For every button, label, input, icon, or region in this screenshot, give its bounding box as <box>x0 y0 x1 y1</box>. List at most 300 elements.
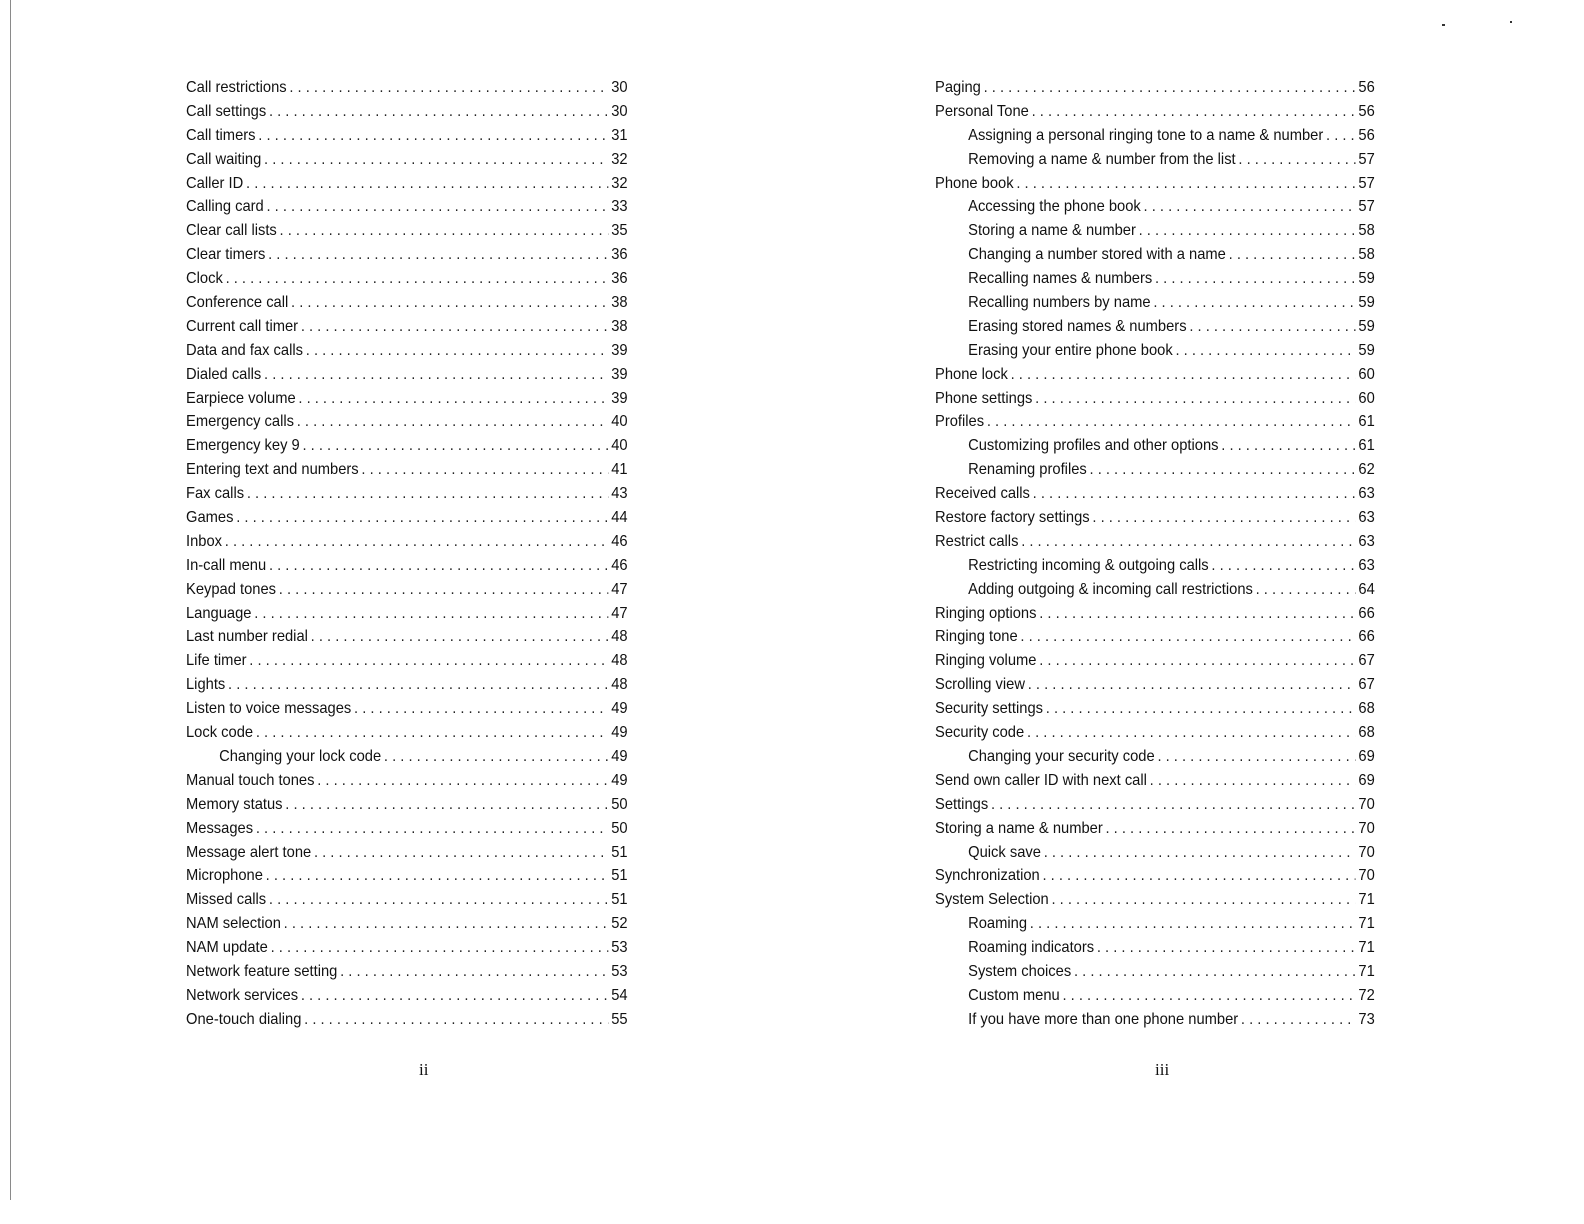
toc-entry-page-number: 58 <box>1358 246 1375 264</box>
toc-entry-page-number: 70 <box>1358 819 1375 837</box>
toc-entry-page-number: 63 <box>1358 532 1375 550</box>
toc-entry-page-number: 56 <box>1358 102 1375 120</box>
toc-entry-page-number: 35 <box>611 222 628 240</box>
toc-entry-title: Roaming <box>968 915 1028 933</box>
toc-entry <box>186 243 628 267</box>
toc-entry <box>935 363 1375 387</box>
toc-entry-page-number: 39 <box>611 341 628 359</box>
toc-entry-title: Call settings <box>186 102 267 120</box>
dot-leader <box>225 530 609 554</box>
toc-entry <box>186 339 628 363</box>
toc-entry <box>186 721 628 745</box>
toc-entry <box>935 387 1375 411</box>
toc-entry-page-number: 50 <box>611 819 628 837</box>
toc-entry-title: Network feature setting <box>186 962 338 980</box>
toc-entry-title: Security code <box>935 724 1025 742</box>
toc-entry-page-number: 31 <box>611 126 628 144</box>
toc-entry <box>186 888 628 912</box>
toc-entry-title: Games <box>186 509 234 527</box>
dot-leader <box>1241 1008 1356 1032</box>
toc-entry-page-number: 50 <box>611 795 628 813</box>
dot-leader <box>1074 960 1356 984</box>
toc-entry-page-number: 48 <box>611 628 628 646</box>
toc-subentry <box>935 960 1375 984</box>
toc-entry <box>186 100 628 124</box>
toc-entry <box>186 76 628 100</box>
toc-entry-title: Changing your lock code <box>219 747 382 765</box>
dot-leader <box>258 124 608 148</box>
toc-entry-title: Caller ID <box>186 174 244 192</box>
toc-entry-page-number: 68 <box>1358 700 1375 718</box>
toc-entry-page-number: 59 <box>1358 341 1375 359</box>
toc-entry-title: Clear timers <box>186 246 266 264</box>
dot-leader <box>298 387 608 411</box>
dot-leader <box>301 315 609 339</box>
toc-entry-page-number: 41 <box>611 461 628 479</box>
toc-entry-page-number: 71 <box>1358 915 1375 933</box>
toc-entry <box>935 506 1375 530</box>
toc-subentry <box>186 745 628 769</box>
toc-entry-title: Renaming profiles <box>968 461 1087 479</box>
toc-entry-title: NAM selection <box>186 915 281 933</box>
toc-entry-page-number: 49 <box>611 724 628 742</box>
toc-entry-title: Roaming indicators <box>968 939 1095 957</box>
toc-entry-page-number: 70 <box>1358 843 1375 861</box>
toc-subentry <box>935 267 1375 291</box>
dot-leader <box>1063 984 1356 1008</box>
toc-entry-title: Quick save <box>968 843 1041 861</box>
toc-entry-page-number: 63 <box>1358 509 1375 527</box>
toc-entry-page-number: 59 <box>1358 317 1375 335</box>
toc-entry-page-number: 43 <box>611 485 628 503</box>
toc-entry-page-number: 73 <box>1358 1010 1375 1028</box>
toc-entry-title: Personal Tone <box>935 102 1029 120</box>
dot-leader <box>306 339 609 363</box>
toc-subentry <box>935 984 1375 1008</box>
toc-subentry <box>935 219 1375 243</box>
toc-entry <box>935 410 1375 434</box>
toc-entry-page-number: 69 <box>1358 771 1375 789</box>
toc-entry-title: Network services <box>186 986 299 1004</box>
toc-entry <box>186 841 628 865</box>
toc-entry-page-number: 71 <box>1358 962 1375 980</box>
toc-entry-title: Lights <box>186 676 226 694</box>
dot-leader <box>256 721 609 745</box>
dot-leader <box>279 578 609 602</box>
toc-entry <box>186 554 628 578</box>
toc-entry <box>186 817 628 841</box>
toc-entry-page-number: 54 <box>611 986 628 1004</box>
toc-entry <box>186 387 628 411</box>
toc-entry <box>935 673 1375 697</box>
toc-entry-page-number: 30 <box>611 102 628 120</box>
toc-entry <box>186 172 628 196</box>
scan-speck <box>1510 21 1512 23</box>
toc-entry <box>186 578 628 602</box>
toc-subentry <box>935 124 1375 148</box>
toc-entry-page-number: 51 <box>611 867 628 885</box>
toc-entry <box>935 793 1375 817</box>
dot-leader <box>1042 864 1355 888</box>
dot-leader <box>1175 339 1355 363</box>
dot-leader <box>301 984 609 1008</box>
toc-entry-page-number: 49 <box>611 747 628 765</box>
toc-entry-title: Manual touch tones <box>186 771 315 789</box>
toc-entry-title: Removing a name & number from the list <box>968 150 1236 168</box>
toc-entry-title: Call restrictions <box>186 79 287 96</box>
dot-leader <box>264 148 608 172</box>
toc-subentry <box>935 745 1375 769</box>
toc-entry-page-number: 64 <box>1358 580 1375 598</box>
toc-entry-page-number: 39 <box>611 389 628 407</box>
toc-entry <box>935 817 1375 841</box>
toc-entry-page-number: 47 <box>611 580 628 598</box>
toc-entry-title: Earpiece volume <box>186 389 296 407</box>
toc-entry-title: Restore factory settings <box>935 509 1090 527</box>
dot-leader <box>1229 243 1356 267</box>
scan-speck <box>1442 24 1445 26</box>
toc-entry-title: Fax calls <box>186 485 245 503</box>
dot-leader <box>314 841 609 865</box>
toc-entry-title: Conference call <box>186 294 289 312</box>
toc-entry-page-number: 53 <box>611 962 628 980</box>
toc-entry <box>186 148 628 172</box>
toc-entry <box>186 195 628 219</box>
toc-subentry <box>935 148 1375 172</box>
toc-subentry <box>935 554 1375 578</box>
dot-leader <box>289 76 608 100</box>
dot-leader <box>317 769 608 793</box>
toc-entry <box>186 912 628 936</box>
toc-entry-title: Inbox <box>186 532 223 550</box>
dot-leader <box>280 219 609 243</box>
toc-entry-title: Recalling names & numbers <box>968 270 1153 288</box>
toc-entry-title: Clock <box>186 270 223 288</box>
toc-entry-title: Storing a name & number <box>968 222 1136 240</box>
toc-entry-page-number: 33 <box>611 198 628 216</box>
toc-entry-title: Restricting incoming & outgoing calls <box>968 556 1209 574</box>
toc-entry-title: Recalling numbers by name <box>968 294 1151 312</box>
dot-leader <box>236 506 608 530</box>
toc-entry-title: Storing a name & number <box>935 819 1103 837</box>
toc-entry-title: Microphone <box>186 867 263 885</box>
toc-entry-title: Call timers <box>186 126 256 144</box>
toc-entry-title: Last number redial <box>186 628 308 646</box>
toc-entry <box>186 984 628 1008</box>
toc-subentry <box>935 195 1375 219</box>
dot-leader <box>1030 912 1356 936</box>
toc-entry-page-number: 67 <box>1358 676 1375 694</box>
toc-entry-page-number: 53 <box>611 939 628 957</box>
toc-entry-page-number: 36 <box>611 246 628 264</box>
toc-entry-page-number: 63 <box>1358 556 1375 574</box>
toc-entry-page-number: 44 <box>611 509 628 527</box>
toc-entry-title: Erasing stored names & numbers <box>968 317 1187 335</box>
toc-entry-title: Changing your security code <box>968 747 1155 765</box>
dot-leader <box>984 76 1356 100</box>
toc-subentry <box>935 936 1375 960</box>
toc-subentry <box>935 578 1375 602</box>
toc-entry-page-number: 59 <box>1358 294 1375 312</box>
toc-entry-page-number: 70 <box>1358 795 1375 813</box>
toc-entry-title: If you have more than one phone number <box>968 1010 1239 1028</box>
toc-entry <box>935 769 1375 793</box>
toc-entry-page-number: 56 <box>1358 79 1375 96</box>
toc-entry-title: Erasing your entire phone book <box>968 341 1173 359</box>
toc-entry-title: Restrict calls <box>935 532 1019 550</box>
toc-entry <box>935 649 1375 673</box>
toc-entry-page-number: 71 <box>1358 939 1375 957</box>
dot-leader <box>254 602 608 626</box>
toc-entry <box>935 602 1375 626</box>
dot-leader <box>247 482 609 506</box>
dot-leader <box>1189 315 1355 339</box>
toc-entry <box>186 267 628 291</box>
toc-page-right <box>935 76 1413 1032</box>
dot-leader <box>226 267 609 291</box>
toc-list-left <box>186 76 666 1032</box>
toc-entry <box>186 530 628 554</box>
toc-entry <box>186 219 628 243</box>
toc-entry-title: Entering text and numbers <box>186 461 359 479</box>
toc-entry-title: Send own caller ID with next call <box>935 771 1147 789</box>
dot-leader <box>266 864 609 888</box>
toc-entry-page-number: 66 <box>1358 628 1375 646</box>
dot-leader <box>249 649 608 673</box>
dot-leader <box>384 745 609 769</box>
toc-entry-page-number: 62 <box>1358 461 1375 479</box>
toc-entry-page-number: 38 <box>611 317 628 335</box>
toc-entry <box>186 960 628 984</box>
toc-entry <box>186 602 628 626</box>
page-number: iii <box>1155 1060 1170 1079</box>
dot-leader <box>1032 100 1356 124</box>
dot-leader <box>228 673 608 697</box>
toc-entry-page-number: 49 <box>611 700 628 718</box>
toc-entry-title: Received calls <box>935 485 1030 503</box>
toc-entry-page-number: 51 <box>611 843 628 861</box>
toc-entry <box>186 363 628 387</box>
toc-entry-title: Emergency calls <box>186 413 294 431</box>
toc-entry-title: Clear call lists <box>186 222 277 240</box>
toc-entry-title: In-call menu <box>186 556 267 574</box>
toc-entry-title: Changing a number stored with a name <box>968 246 1226 264</box>
toc-entry-page-number: 67 <box>1358 652 1375 670</box>
toc-subentry <box>935 841 1375 865</box>
toc-entry-page-number: 60 <box>1358 389 1375 407</box>
toc-entry-title: Settings <box>935 795 989 813</box>
toc-entry-page-number: 49 <box>611 771 628 789</box>
toc-entry <box>935 76 1375 100</box>
dot-leader <box>1155 267 1356 291</box>
toc-entry-title: Customizing profiles and other options <box>968 437 1219 455</box>
dot-leader <box>1097 936 1356 960</box>
dot-leader <box>354 697 608 721</box>
toc-entry-title: Message alert tone <box>186 843 312 861</box>
toc-entry-page-number: 36 <box>611 270 628 288</box>
toc-entry-page-number: 61 <box>1358 437 1375 455</box>
toc-entry <box>935 482 1375 506</box>
toc-entry-title: Phone settings <box>935 389 1033 407</box>
toc-entry-page-number: 46 <box>611 556 628 574</box>
toc-entry-title: Life timer <box>186 652 247 670</box>
toc-entry-title: Language <box>186 604 252 622</box>
dot-leader <box>1039 602 1355 626</box>
toc-entry-page-number: 55 <box>611 1010 628 1028</box>
toc-entry-title: Current call timer <box>186 317 299 335</box>
dot-leader <box>1020 625 1355 649</box>
toc-entry-page-number: 60 <box>1358 365 1375 383</box>
dot-leader <box>269 554 609 578</box>
dot-leader <box>297 410 609 434</box>
toc-entry-title: Ringing volume <box>935 652 1037 670</box>
toc-entry-page-number: 32 <box>611 150 628 168</box>
toc-entry-page-number: 57 <box>1358 174 1375 192</box>
toc-entry-title: One-touch dialing <box>186 1010 302 1028</box>
toc-subentry <box>935 434 1375 458</box>
toc-subentry <box>935 243 1375 267</box>
dot-leader <box>269 888 609 912</box>
dot-leader <box>256 817 609 841</box>
toc-subentry <box>935 1008 1375 1032</box>
toc-entry-title: Missed calls <box>186 891 267 909</box>
dot-leader <box>1144 195 1356 219</box>
toc-entry-title: Profiles <box>935 413 985 431</box>
toc-entry-title: Custom menu <box>968 986 1060 1004</box>
toc-entry <box>935 888 1375 912</box>
dot-leader <box>302 434 608 458</box>
dot-leader <box>264 363 608 387</box>
toc-entry <box>935 100 1375 124</box>
dot-leader <box>340 960 608 984</box>
dot-leader <box>1150 769 1356 793</box>
toc-entry-page-number: 57 <box>1358 198 1375 216</box>
toc-entry-page-number: 66 <box>1358 604 1375 622</box>
dot-leader <box>1027 721 1356 745</box>
dot-leader <box>291 291 608 315</box>
toc-entry-page-number: 52 <box>611 915 628 933</box>
toc-entry-page-number: 56 <box>1358 126 1375 144</box>
dot-leader <box>271 936 609 960</box>
dot-leader <box>1153 291 1355 315</box>
dot-leader <box>1326 124 1356 148</box>
toc-entry <box>186 769 628 793</box>
dot-leader <box>987 410 1356 434</box>
toc-entry <box>186 864 628 888</box>
dot-leader <box>284 912 609 936</box>
toc-entry <box>186 124 628 148</box>
toc-entry-page-number: 40 <box>611 413 628 431</box>
toc-entry-page-number: 39 <box>611 365 628 383</box>
toc-entry-title: Call waiting <box>186 150 262 168</box>
toc-list-right <box>935 76 1413 1032</box>
toc-entry-title: NAM update <box>186 939 268 957</box>
toc-entry-title: Messages <box>186 819 254 837</box>
toc-entry-page-number: 72 <box>1358 986 1375 1004</box>
toc-entry-title: Scrolling view <box>935 676 1025 694</box>
toc-entry-title: Ringing tone <box>935 628 1018 646</box>
toc-entry-page-number: 30 <box>611 79 628 96</box>
dot-leader <box>1157 745 1355 769</box>
toc-entry-title: Calling card <box>186 198 264 216</box>
toc-entry-page-number: 68 <box>1358 724 1375 742</box>
toc-entry-title: Adding outgoing & incoming call restrictions <box>968 580 1253 598</box>
toc-entry-page-number: 47 <box>611 604 628 622</box>
toc-entry <box>935 697 1375 721</box>
toc-entry-title: Dialed calls <box>186 365 262 383</box>
toc-entry <box>935 625 1375 649</box>
toc-entry <box>935 530 1375 554</box>
toc-entry-title: Ringing options <box>935 604 1037 622</box>
toc-entry-title: Phone lock <box>935 365 1008 383</box>
dot-leader <box>1211 554 1355 578</box>
dot-leader <box>1028 673 1356 697</box>
dot-leader <box>311 625 609 649</box>
toc-entry-title: Synchronization <box>935 867 1040 885</box>
toc-entry-page-number: 51 <box>611 891 628 909</box>
toc-entry-page-number: 46 <box>611 532 628 550</box>
dot-leader <box>1238 148 1355 172</box>
page-number: ii <box>419 1060 429 1079</box>
toc-entry-page-number: 48 <box>611 676 628 694</box>
toc-entry <box>186 936 628 960</box>
toc-entry <box>186 315 628 339</box>
toc-entry-page-number: 63 <box>1358 485 1375 503</box>
dot-leader <box>1090 458 1356 482</box>
dot-leader <box>1051 888 1355 912</box>
toc-entry <box>186 506 628 530</box>
toc-entry-page-number: 71 <box>1358 891 1375 909</box>
dot-leader <box>1044 841 1356 865</box>
dot-leader <box>1033 482 1356 506</box>
dot-leader <box>1106 817 1356 841</box>
dot-leader <box>991 793 1356 817</box>
toc-entry <box>186 625 628 649</box>
toc-entry <box>186 793 628 817</box>
toc-entry <box>186 697 628 721</box>
dot-leader <box>285 793 608 817</box>
dot-leader <box>268 243 608 267</box>
toc-entry-title: Emergency key 9 <box>186 437 300 455</box>
toc-entry-title: Accessing the phone book <box>968 198 1141 216</box>
dot-leader <box>246 172 608 196</box>
toc-entry-title: Keypad tones <box>186 580 277 598</box>
toc-entry-page-number: 48 <box>611 652 628 670</box>
toc-entry-page-number: 40 <box>611 437 628 455</box>
binding-edge-line <box>10 0 11 1200</box>
toc-subentry <box>935 458 1375 482</box>
dot-leader <box>1021 530 1355 554</box>
toc-entry <box>935 864 1375 888</box>
toc-entry-page-number: 32 <box>611 174 628 192</box>
toc-entry <box>186 649 628 673</box>
toc-subentry <box>935 315 1375 339</box>
dot-leader <box>1039 649 1355 673</box>
toc-entry <box>186 458 628 482</box>
dot-leader <box>1011 363 1356 387</box>
toc-entry-title: Lock code <box>186 724 254 742</box>
dot-leader <box>1221 434 1355 458</box>
dot-leader <box>269 100 609 124</box>
dot-leader <box>1256 578 1356 602</box>
toc-entry <box>186 673 628 697</box>
toc-entry-title: Security settings <box>935 700 1043 718</box>
dot-leader <box>1035 387 1355 411</box>
toc-entry-title: Listen to voice messages <box>186 700 352 718</box>
toc-entry-page-number: 61 <box>1358 413 1375 431</box>
toc-entry <box>186 482 628 506</box>
dot-leader <box>266 195 608 219</box>
